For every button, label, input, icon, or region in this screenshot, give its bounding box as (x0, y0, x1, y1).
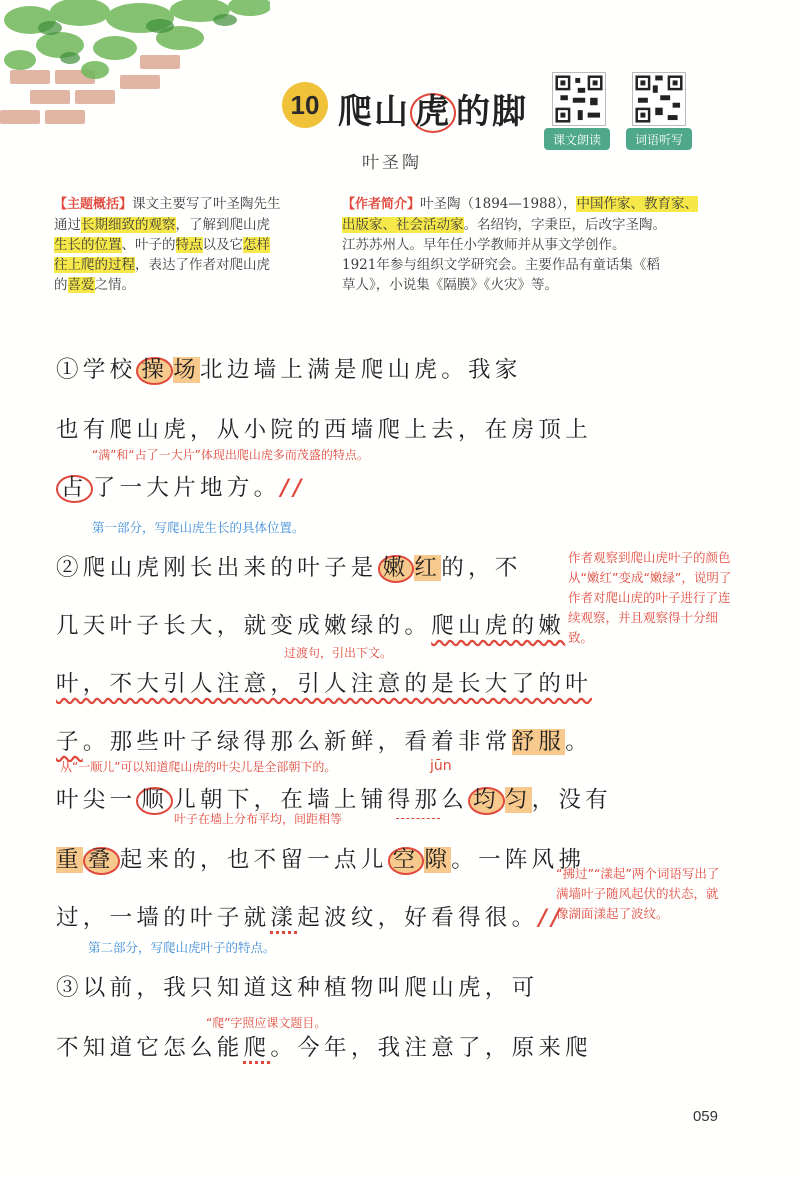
qr-label-dictation[interactable]: 词语听写 (626, 128, 692, 150)
page-number: 059 (692, 1108, 718, 1125)
side-note-wind-ripples: “拂过”“漾起”两个词语写出了满墙叶子随风起伏的状态，就像湖面漾起了波纹。 (556, 866, 720, 921)
text-line: ②爬山虎刚长出来的叶子是 嫩 红的，不 (56, 555, 522, 581)
text-line: 也有爬山虎，从小院的西墙爬上去，在房顶上 (56, 417, 593, 443)
text-line: 子。那些叶子绿得那么新鲜，看着非常舒服。 (56, 729, 593, 755)
ivy-brick-illustration (0, 0, 270, 150)
annotation: 过渡句，引出下文。 (284, 646, 393, 660)
text-line: ①学校 操 场北边墙上满是爬山虎。我家 (56, 357, 522, 383)
part-note: 第一部分，写爬山虎生长的具体位置。 (92, 520, 305, 535)
text-line: 不知道它怎么能爬。今年，我注意了，原来爬 (56, 1035, 593, 1061)
author-intro: 【作者简介】叶圣陶（1894—1988），中国作家、教育家、 出版家、社会活动家。名绍钧，字秉臣，后改字圣陶。 江苏苏州人。早年任小学教师并从事文学创作。 1921年参与组织文学研究会。主要作品有童话集《稻 草人》，小说集《隔膜》《火灾》等。 (342, 196, 698, 293)
qr-code-dictation[interactable] (632, 72, 686, 126)
author-name: 叶圣陶 (362, 153, 422, 173)
text-line: 重 叠 起来的，也不留一点儿 空 隙。一阵风拂 (56, 847, 586, 873)
theme-summary: 【主题概括】课文主要写了叶圣陶先生 通过长期细致的观察，了解到爬山虎 生长的位置、叶子的特点以及它怎样 往上爬的过程，表达了作者对爬山虎 的喜爱之情。 (54, 196, 281, 293)
page-title: 爬山 虎 的脚 (338, 92, 528, 132)
text-line: 叶，不大引人注意，引人注意的是长大了的叶 (56, 671, 593, 697)
qr-code-reading[interactable] (552, 72, 606, 126)
text-line: 过，一墙的叶子就漾起波纹，好看得很。// (56, 905, 564, 931)
lesson-number-badge: 10 (282, 82, 328, 128)
text-line: 几天叶子长大，就变成嫩绿的。爬山虎的嫩 (56, 613, 566, 639)
annotation: 从“一顺儿”可以知道爬山虎的叶尖儿是全部朝下的。 (60, 760, 337, 774)
text-line: 占 了一大片地方。// (56, 470, 305, 503)
qr-label-reading[interactable]: 课文朗读 (544, 128, 610, 150)
annotation: “爬”字照应课文题目。 (206, 1016, 327, 1030)
text-line: ③以前，我只知道这种植物叫爬山虎，可 (56, 975, 539, 1001)
pinyin: jūn (430, 758, 452, 774)
annotation-arrow (396, 818, 440, 819)
annotation: 叶子在墙上分布平均，间距相等 (174, 812, 343, 826)
text-line: 叶尖一 顺 儿朝下，在墙上铺得那么 均 匀，没有 (56, 787, 613, 813)
annotation: “满”和“占了一大片”体现出爬山虎多而茂盛的特点。 (92, 448, 369, 462)
part-note: 第二部分，写爬山虎叶子的特点。 (88, 940, 276, 955)
side-note-color-observation: 作者观察到爬山虎叶子的颜色从“嫩红”变成“嫩绿”，说明了作者对爬山虎的叶子进行了连续观察，并且观察得十分细致。 (568, 550, 732, 645)
